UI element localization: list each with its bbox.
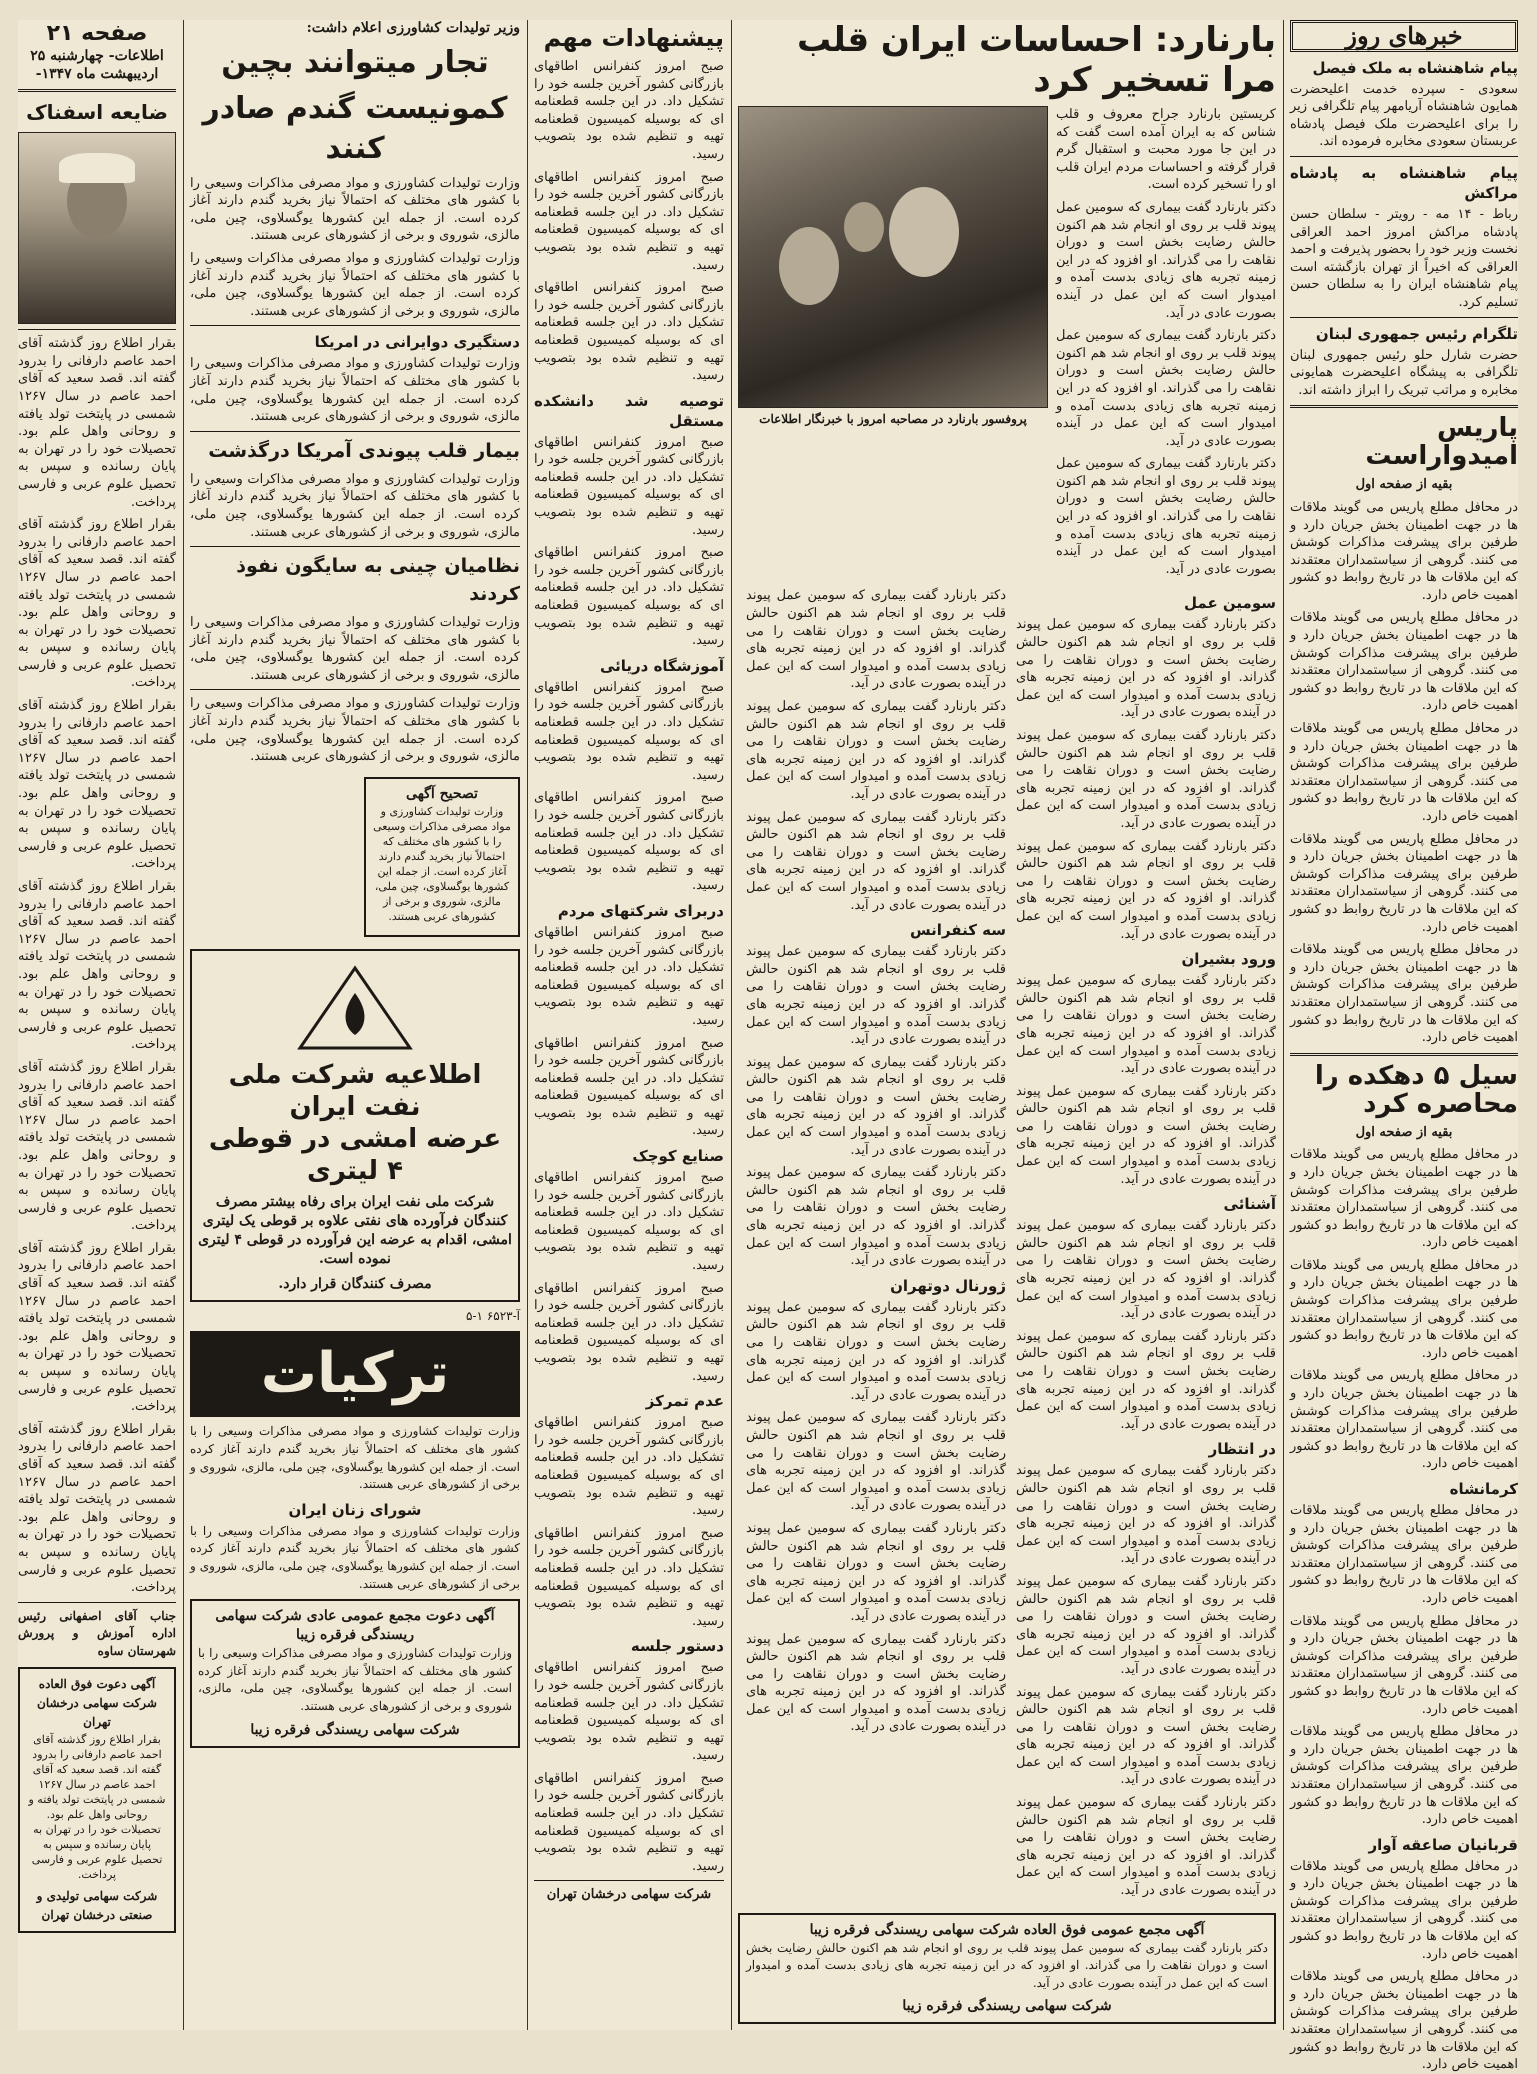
banner-text: ترکیات (260, 1341, 450, 1407)
agri-body: وزارت تولیدات کشاورزی و مواد مصرفی مذاکرات وسیعی را با کشور های مختلف که احتمالاً نیاز بخرید گندم دارند آغاز کرده است. از جمله این کشورها یوگسلاوی، چین ملی، مالزی، شوروی و برخی از کشورهای عربی هستند. (190, 175, 520, 244)
kermanshah-body: در محافل مطلع پاریس می گویند ملاقات ها در جهت اطمینان بخش جریان دارد و طرفین برای پیشرفت مذاکرات کوشش می کنند. گروهی از سیاستمداران معتقدند که این ملاقات ها در تاریخ روابط دو کشور اهمیت خاص دارد. (1290, 1503, 1518, 1606)
suggestions-subhead: دستور جلسه (630, 1637, 724, 1656)
barnard-body-15: دکتر بارنارد گفت بیماری که سومین عمل پیوند قلب بر روی او انجام شد هم اکنون حالش رضایت بخش است و دوران نقاهت را می گذراند. او افزود که در این زمینه تجربه های زیادی بدست آمده و امیدوار است که این عمل در آینده بصورت عادی در آید. (746, 588, 1006, 692)
news-headline-paris: پاریس امیدواراست (1365, 413, 1518, 472)
oil-company-logo (290, 963, 420, 1053)
zibar-ad-footer: شرکت سهامی ریسندگی فرقره زیبا (902, 1998, 1112, 2015)
paper-name: اطلاعات- چهارشنبه ۲۵ (30, 48, 164, 64)
column-news-of-day (1290, 20, 1518, 2073)
news-item-title: پیام شاهنشاه به پادشاه مراکش (1290, 163, 1518, 202)
barnard-body-20: دکتر بارنارد گفت بیماری که سومین عمل پیوند قلب بر روی او انجام شد هم اکنون حالش رضایت بخش است و دوران نقاهت را می گذراند. او افزود که در این زمینه تجربه های زیادی بدست آمده و امیدوار است که این عمل در آینده بصورت عادی در آید. (746, 1165, 1006, 1269)
suggestions-body-7: صبح امروز کنفرانس اطاقهای بازرگانی کشور آخرین جلسه خود را تشکیل داد. در این جلسه قطعنامه ای که بوسیله کمیسیون قطعنامه تهیه و تنظیم شده بود بتصویب رسید. (534, 790, 724, 894)
kermanshah-body-3: در محافل مطلع پاریس می گویند ملاقات ها در جهت اطمینان بخش جریان دارد و طرفین برای پیشرفت مذاکرات کوشش می کنند. گروهی از سیاستمداران معتقدند که این ملاقات ها در تاریخ روابط دو کشور اهمیت خاص دارد. (1290, 1724, 1518, 1828)
arrest-headline: دستگیری دوایرانی در امریکا (314, 333, 520, 352)
barnard-body-17: دکتر بارنارد گفت بیماری که سومین عمل پیوند قلب بر روی او انجام شد هم اکنون حالش رضایت بخش است و دوران نقاهت را می گذراند. او افزود که در این زمینه تجربه های زیادی بدست آمده و امیدوار است که این عمل در آینده بصورت عادی در آید. (746, 809, 1006, 913)
news-headline-flood: سیل ۵ دهکده را محاصره کرد (1314, 1060, 1518, 1119)
suggestions-body-9: صبح امروز کنفرانس اطاقهای بازرگانی کشور آخرین جلسه خود را تشکیل داد. در این جلسه قطعنامه ای که بوسیله کمیسیون قطعنامه تهیه و تنظیم شده بود بتصویب رسید. (534, 1035, 724, 1139)
obituary-photo (18, 132, 176, 324)
obituary-body: بقرار اطلاع روز گذشته آقای احمد عاصم دارفانی را بدرود گفته اند. قصد سعید که آقای احمد عاصم در سال ۱۲۶۷ شمسی در پایتخت تولد یافته و روحانی واهل علم بود. تحصیلات خود را در تهران به پایان رسانده و سپس به تحصیل علوم عربی و فارسی پرداخت. (18, 336, 176, 510)
notice-body: وزارت تولیدات کشاورزی و مواد مصرفی مذاکرات وسیعی را با کشور های مختلف که احتمالاً نیاز بخرید گندم دارند آغاز کرده است. از جمله این کشورها یوگسلاوی، چین ملی، مالزی، شوروی و برخی از کشورهای عربی هستند. (190, 1523, 520, 1591)
barnard-lead: کریستین بارنارد جراح معروف و قلب شناس که به ایران آمده است گفت که در این جا مورد محبت و استقبال گرم قرار گرفته و احساسات مردم ایران قلب او را تسخیر کرده است. (1056, 107, 1276, 193)
paris-body-3: در محافل مطلع پاریس می گویند ملاقات ها در جهت اطمینان بخش جریان دارد و طرفین برای پیشرفت مذاکرات کوشش می کنند. گروهی از سیاستمداران معتقدند که این ملاقات ها در تاریخ روابط دو کشور اهمیت خاص دارد. (1290, 721, 1518, 824)
suggestions-subhead: توصیه شد دانشکده مستقل (534, 391, 724, 430)
banner-body: وزارت تولیدات کشاورزی و مواد مصرفی مذاکرات وسیعی را با کشور های مختلف که احتمالاً نیاز بخرید گندم دارند آغاز کرده است. از جمله این کشورها یوگسلاوی، چین ملی، مالزی، شوروی و برخی از کشورهای عربی هستند. (190, 1424, 520, 1492)
news-item-body: حضرت شارل حلو رئیس جمهوری لبنان تلگرافی به پیشگاه اعلیحضرت همایونی مخابره و مراتب تبریک را ابراز داشته اند. (1290, 347, 1518, 398)
darakhshan-ad-footer: شرکت سهامی تولیدی و صنعتی درخشان تهران (36, 1888, 158, 1922)
suggestions-body-15: صبح امروز کنفرانس اطاقهای بازرگانی کشور آخرین جلسه خود را تشکیل داد. در این جلسه قطعنامه ای که بوسیله کمیسیون قطعنامه تهیه و تنظیم شده بود بتصویب رسید. (534, 1770, 724, 1874)
suggestions-body-4: صبح امروز کنفرانس اطاقهای بازرگانی کشور آخرین جلسه خود را تشکیل داد. در این جلسه قطعنامه ای که بوسیله کمیسیون قطعنامه تهیه و تنظیم شده بود بتصویب رسید. (534, 434, 724, 538)
news-box-title: خبرهای روز (1290, 20, 1518, 52)
agri-headline-1: تجار میتوانند بچین (221, 44, 489, 80)
flood-body: در محافل مطلع پاریس می گویند ملاقات ها در جهت اطمینان بخش جریان دارد و طرفین برای پیشرفت مذاکرات کوشش می کنند. گروهی از سیاستمداران معتقدند که این ملاقات ها در تاریخ روابط دو کشور اهمیت خاص دارد. (1290, 1147, 1518, 1251)
barnard-body-9: دکتر بارنارد گفت بیماری که سومین عمل پیوند قلب بر روی او انجام شد هم اکنون حالش رضایت بخش است و دوران نقاهت را می گذراند. او افزود که در این زمینه تجربه های زیادی بدست آمده و امیدوار است که این عمل در آینده بصورت عادی در آید. (1016, 1218, 1276, 1322)
saigon-body: وزارت تولیدات کشاورزی و مواد مصرفی مذاکرات وسیعی را با کشور های مختلف که احتمالاً نیاز بخرید گندم دارند آغاز کرده است. از جمله این کشورها یوگسلاوی، چین ملی، مالزی، شوروی و برخی از کشورهای عربی هستند. (190, 615, 520, 683)
bottom-ad (190, 1599, 520, 1747)
suggestions-subhead: دربرای شرکتهای مردم (557, 901, 724, 920)
paris-body: در محافل مطلع پاریس می گویند ملاقات ها در جهت اطمینان بخش جریان دارد و طرفین برای پیشرفت مذاکرات کوشش می کنند. گروهی از سیاستمداران معتقدند که این ملاقات ها در تاریخ روابط دو کشور اهمیت خاص دارد. (1290, 499, 1518, 603)
barnard-body-24: دکتر بارنارد گفت بیماری که سومین عمل پیوند قلب بر روی او انجام شد هم اکنون حالش رضایت بخش است و دوران نقاهت را می گذراند. او افزود که در این زمینه تجربه های زیادی بدست آمده و امیدوار است که این عمل در آینده بصورت عادی در آید. (746, 1631, 1006, 1735)
page-number: صفحه ۲۱ (46, 21, 148, 46)
oil-ad-number: آ-۶۵۲۳ ۱-۵ (466, 1308, 520, 1323)
agri-headline-2: کمونیست گندم صادر کنند (202, 90, 508, 166)
suggestions-body: صبح امروز کنفرانس اطاقهای بازرگانی کشور آخرین جلسه خود را تشکیل داد. در این جلسه قطعنامه ای که بوسیله کمیسیون قطعنامه تهیه و تنظیم شده بود بتصویب رسید. (534, 59, 724, 162)
barnard-subhead: ورود بشیران (1181, 950, 1276, 969)
oil-ad-headline: عرضه امشی در قوطی ۴ لیتری (208, 1123, 502, 1186)
paris-body-2: در محافل مطلع پاریس می گویند ملاقات ها در جهت اطمینان بخش جریان دارد و طرفین برای پیشرفت مذاکرات کوشش می کنند. گروهی از سیاستمداران معتقدند که این ملاقات ها در تاریخ روابط دو کشور اهمیت خاص دارد. (1290, 610, 1518, 714)
barnard-headline: بارنارد: احساسات ایران قلب مرا تسخیر کرد (796, 20, 1276, 100)
suggestions-subhead: صنایع کوچک (632, 1147, 724, 1166)
oil-ad-footer: مصرف کنندگان قرار دارد. (278, 1275, 432, 1292)
continued-label: بقیه از صفحه اول (1355, 477, 1453, 493)
bottom-ad-title: آگهی دعوت مجمع عمومی عادی شرکت سهامی ریسندگی فرقره زیبا (215, 1608, 495, 1644)
banner-ad (190, 1331, 520, 1417)
darakhshan-ad-title: آگهی دعوت فوق العاده شرکت سهامی درخشان تهران (37, 1676, 157, 1729)
bottom-ad-footer: شرکت سهامی ریسندگی فرقره زیبا (250, 1721, 460, 1738)
column-obituary (18, 20, 176, 2030)
bottom-ad-body: وزارت تولیدات کشاورزی و مواد مصرفی مذاکرات وسیعی را با کشور های مختلف که احتمالاً نیاز بخرید گندم دارند آغاز کرده است. از جمله این کشورها یوگسلاوی، چین ملی، مالزی، شوروی و برخی از کشورهای عربی هستند. (198, 1646, 512, 1713)
agri-kicker: وزیر تولیدات کشاورزی اعلام داشت: (306, 20, 520, 36)
zibar-ad-body: دکتر بارنارد گفت بیماری که سومین عمل پیوند قلب بر روی او انجام شد هم اکنون حالش رضایت بخش است و دوران نقاهت را می گذراند. او افزود که در این زمینه تجربه های زیادی بدست آمده و امیدوار است که این عمل در آینده بصورت عادی در آید. (746, 1940, 1268, 1990)
zibar-ad (738, 1913, 1276, 2025)
suggestions-body-3: صبح امروز کنفرانس اطاقهای بازرگانی کشور آخرین جلسه خود را تشکیل داد. در این جلسه قطعنامه ای که بوسیله کمیسیون قطعنامه تهیه و تنظیم شده بود بتصویب رسید. (534, 280, 724, 384)
barnard-body-18: دکتر بارنارد گفت بیماری که سومین عمل پیوند قلب بر روی او انجام شد هم اکنون حالش رضایت بخش است و دوران نقاهت را می گذراند. او افزود که در این زمینه تجربه های زیادی بدست آمده و امیدوار است که این عمل در آینده بصورت عادی در آید. (746, 944, 1006, 1048)
flood-body-3: در محافل مطلع پاریس می گویند ملاقات ها در جهت اطمینان بخش جریان دارد و طرفین برای پیشرفت مذاکرات کوشش می کنند. گروهی از سیاستمداران معتقدند که این ملاقات ها در تاریخ روابط دو کشور اهمیت خاص دارد. (1290, 1368, 1518, 1472)
correction-box (364, 777, 520, 937)
news-item-title: پیام شاهنشاه به ملک فیصل (1312, 58, 1518, 77)
barnard-body-23: دکتر بارنارد گفت بیماری که سومین عمل پیوند قلب بر روی او انجام شد هم اکنون حالش رضایت بخش است و دوران نقاهت را می گذراند. او افزود که در این زمینه تجربه های زیادی بدست آمده و امیدوار است که این عمل در آینده بصورت عادی در آید. (746, 1520, 1006, 1624)
barnard-photo (738, 106, 1048, 408)
news-item-body: سعودی - سپرده خدمت اعلیحضرت همایون شاهنشاه آریامهر پیام تلگرافی زیر را برای اعلیحضرت ملک فیصل پادشاه عربستان سعودی مخابره فرموده اند. (1290, 81, 1518, 150)
oil-company-ad (190, 949, 520, 1302)
agri-body-2: وزارت تولیدات کشاورزی و مواد مصرفی مذاکرات وسیعی را با کشور های مختلف که احتمالاً نیاز بخرید گندم دارند آغاز کرده است. از جمله این کشورها یوگسلاوی، چین ملی، مالزی، شوروی و برخی از کشورهای عربی هستند. (190, 250, 520, 319)
suggestions-subhead: آموزشگاه دریائی (599, 656, 724, 675)
agri-body-3: وزارت تولیدات کشاورزی و مواد مصرفی مذاکرات وسیعی را با کشور های مختلف که احتمالاً نیاز بخرید گندم دارند آغاز کرده است. از جمله این کشورها یوگسلاوی، چین ملی، مالزی، شوروی و برخی از کشورهای عربی هستند. (190, 696, 520, 765)
arrest-body: وزارت تولیدات کشاورزی و مواد مصرفی مذاکرات وسیعی را با کشور های مختلف که احتمالاً نیاز بخرید گندم دارند آغاز کرده است. از جمله این کشورها یوگسلاوی، چین ملی، مالزی، شوروی و برخی از کشورهای عربی هستند. (190, 356, 520, 425)
barnard-body-8: دکتر بارنارد گفت بیماری که سومین عمل پیوند قلب بر روی او انجام شد هم اکنون حالش رضایت بخش است و دوران نقاهت را می گذراند. او افزود که در این زمینه تجربه های زیادی بدست آمده و امیدوار است که این عمل در آینده بصورت عادی در آید. (1016, 1083, 1276, 1187)
obituary-body-6: بقرار اطلاع روز گذشته آقای احمد عاصم دارفانی را بدرود گفته اند. قصد سعید که آقای احمد عاصم در سال ۱۲۶۷ شمسی در پایتخت تولد یافته و روحانی واهل علم بود. تحصیلات خود را در تهران به پایان رسانده و سپس به تحصیل علوم عربی و فارسی پرداخت. (18, 1240, 176, 1415)
obituary-body-7: بقرار اطلاع روز گذشته آقای احمد عاصم دارفانی را بدرود گفته اند. قصد سعید که آقای احمد عاصم در سال ۱۲۶۷ شمسی در پایتخت تولد یافته و روحانی واهل علم بود. تحصیلات خود را در تهران به پایان رسانده و سپس به تحصیل علوم عربی و فارسی پرداخت. (18, 1421, 176, 1596)
oil-ad-body: شرکت ملی نفت ایران برای رفاه بیشتر مصرف کنندگان فرآورده های نفتی علاوه بر قوطی یک لیتری امشی، اقدام به عرضه این فرآورده در قوطی ۴ لیتری نموده است. (198, 1193, 512, 1267)
barnard-subhead: در انتظار (1208, 1440, 1276, 1459)
newspaper-page (18, 20, 1518, 2073)
barnard-body-14: دکتر بارنارد گفت بیماری که سومین عمل پیوند قلب بر روی او انجام شد هم اکنون حالش رضایت بخش است و دوران نقاهت را می گذراند. او افزود که در این زمینه تجربه های زیادی بدست آمده و امیدوار است که این عمل در آینده بصورت عادی در آید. (1016, 1795, 1276, 1899)
obituary-title: ضایعه اسفناک (26, 100, 168, 125)
column-agriculture (190, 20, 520, 2030)
notice-title: شورای زنان ایران (288, 1500, 422, 1519)
flood-body-2: در محافل مطلع پاریس می گویند ملاقات ها در جهت اطمینان بخش جریان دارد و طرفین برای پیشرفت مذاکرات کوشش می کنند. گروهی از سیاستمداران معتقدند که این ملاقات ها در تاریخ روابط دو کشور اهمیت خاص دارد. (1290, 1257, 1518, 1361)
kermanshah-body-2: در محافل مطلع پاریس می گویند ملاقات ها در جهت اطمینان بخش جریان دارد و طرفین برای پیشرفت مذاکرات کوشش می کنند. گروهی از سیاستمداران معتقدند که این ملاقات ها در تاریخ روابط دو کشور اهمیت خاص دارد. (1290, 1613, 1518, 1717)
lightning-body-2: در محافل مطلع پاریس می گویند ملاقات ها در جهت اطمینان بخش جریان دارد و طرفین برای پیشرفت مذاکرات کوشش می کنند. گروهی از سیاستمداران معتقدند که این ملاقات ها در تاریخ روابط دو کشور اهمیت خاص دارد. (1290, 1969, 1518, 2073)
barnard-body-21: دکتر بارنارد گفت بیماری که سومین عمل پیوند قلب بر روی او انجام شد هم اکنون حالش رضایت بخش است و دوران نقاهت را می گذراند. او افزود که در این زمینه تجربه های زیادی بدست آمده و امیدوار است که این عمل در آینده بصورت عادی در آید. (746, 1299, 1006, 1403)
barnard-body-3: دکتر بارنارد گفت بیماری که سومین عمل پیوند قلب بر روی او انجام شد هم اکنون حالش رضایت بخش است و دوران نقاهت را می گذراند. او افزود که در این زمینه تجربه های زیادی بدست آمده و امیدوار است که این عمل در آینده بصورت عادی در آید. (1056, 456, 1276, 577)
suggestions-body-11: صبح امروز کنفرانس اطاقهای بازرگانی کشور آخرین جلسه خود را تشکیل داد. در این جلسه قطعنامه ای که بوسیله کمیسیون قطعنامه تهیه و تنظیم شده بود بتصویب رسید. (534, 1280, 724, 1384)
darakhshan-footer: شرکت سهامی درخشان تهران (546, 1887, 712, 1903)
oil-ad-company: اطلاعیه شرکت ملی نفت ایران (228, 1059, 482, 1122)
suggestions-body-6: صبح امروز کنفرانس اطاقهای بازرگانی کشور آخرین جلسه خود را تشکیل داد. در این جلسه قطعنامه ای که بوسیله کمیسیون قطعنامه تهیه و تنظیم شده بود بتصویب رسید. (534, 679, 724, 783)
suggestions-body-5: صبح امروز کنفرانس اطاقهای بازرگانی کشور آخرین جلسه خود را تشکیل داد. در این جلسه قطعنامه ای که بوسیله کمیسیون قطعنامه تهیه و تنظیم شده بود بتصویب رسید. (534, 545, 724, 649)
barnard-body-7: دکتر بارنارد گفت بیماری که سومین عمل پیوند قلب بر روی او انجام شد هم اکنون حالش رضایت بخش است و دوران نقاهت را می گذراند. او افزود که در این زمینه تجربه های زیادی بدست آمده و امیدوار است که این عمل در آینده بصورت عادی در آید. (1016, 973, 1276, 1077)
obituary-body-3: بقرار اطلاع روز گذشته آقای احمد عاصم دارفانی را بدرود گفته اند. قصد سعید که آقای احمد عاصم در سال ۱۲۶۷ شمسی در پایتخت تولد یافته و روحانی واهل علم بود. تحصیلات خود را در تهران به پایان رسانده و سپس به تحصیل علوم عربی و فارسی پرداخت. (18, 698, 176, 872)
news-item-title: کرمانشاه (1449, 1480, 1518, 1498)
paris-body-4: در محافل مطلع پاریس می گویند ملاقات ها در جهت اطمینان بخش جریان دارد و طرفین برای پیشرفت مذاکرات کوشش می کنند. گروهی از سیاستمداران معتقدند که این ملاقات ها در تاریخ روابط دو کشور اهمیت خاص دارد. (1290, 831, 1518, 935)
news-item-title: قربانیان صاعقه آوار (1368, 1835, 1518, 1854)
suggestions-body-12: صبح امروز کنفرانس اطاقهای بازرگانی کشور آخرین جلسه خود را تشکیل داد. در این جلسه قطعنامه ای که بوسیله کمیسیون قطعنامه تهیه و تنظیم شده بود بتصویب رسید. (534, 1415, 724, 1519)
darakhshan-ad (18, 1667, 176, 1933)
suggestions-body-13: صبح امروز کنفرانس اطاقهای بازرگانی کشور آخرین جلسه خود را تشکیل داد. در این جلسه قطعنامه ای که بوسیله کمیسیون قطعنامه تهیه و تنظیم شده بود بتصویب رسید. (534, 1525, 724, 1629)
suggestions-subhead: عدم تمرکز (645, 1392, 724, 1411)
heart-patient-headline: بیمار قلب پیوندی آمریکا درگذشت (208, 439, 520, 462)
obituary-body-4: بقرار اطلاع روز گذشته آقای احمد عاصم دارفانی را بدرود گفته اند. قصد سعید که آقای احمد عاصم در سال ۱۲۶۷ شمسی در پایتخت تولد یافته و روحانی واهل علم بود. تحصیلات خود را در تهران به پایان رسانده و سپس به تحصیل علوم عربی و فارسی پرداخت. (18, 879, 176, 1053)
lightning-body: در محافل مطلع پاریس می گویند ملاقات ها در جهت اطمینان بخش جریان دارد و طرفین برای پیشرفت مذاکرات کوشش می کنند. گروهی از سیاستمداران معتقدند که این ملاقات ها در تاریخ روابط دو کشور اهمیت خاص دارد. (1290, 1858, 1518, 1962)
barnard-body-13: دکتر بارنارد گفت بیماری که سومین عمل پیوند قلب بر روی او انجام شد هم اکنون حالش رضایت بخش است و دوران نقاهت را می گذراند. او افزود که در این زمینه تجربه های زیادی بدست آمده و امیدوار است که این عمل در آینده بصورت عادی در آید. (1016, 1684, 1276, 1788)
obituary-body-2: بقرار اطلاع روز گذشته آقای احمد عاصم دارفانی را بدرود گفته اند. قصد سعید که آقای احمد عاصم در سال ۱۲۶۷ شمسی در پایتخت تولد یافته و روحانی واهل علم بود. تحصیلات خود را در تهران به پایان رسانده و سپس به تحصیل علوم عربی و فارسی پرداخت. (18, 517, 176, 691)
news-item-title: تلگرام رئیس جمهوری لبنان (1315, 324, 1518, 343)
barnard-subhead: ژورنال دوتهران (890, 1276, 1006, 1295)
zibar-ad-title: آگهی مجمع عمومی فوق العاده شرکت سهامی ریسندگی فرقره زیبا (809, 1921, 1205, 1938)
column-suggestions (534, 20, 724, 2030)
barnard-body-2: دکتر بارنارد گفت بیماری که سومین عمل پیوند قلب بر روی او انجام شد هم اکنون حالش رضایت بخش است و دوران نقاهت را می گذراند. او افزود که در این زمینه تجربه های زیادی بدست آمده و امیدوار است که این عمل در آینده بصورت عادی در آید. (1056, 328, 1276, 449)
suggestions-body-14: صبح امروز کنفرانس اطاقهای بازرگانی کشور آخرین جلسه خود را تشکیل داد. در این جلسه قطعنامه ای که بوسیله کمیسیون قطعنامه تهیه و تنظیم شده بود بتصویب رسید. (534, 1660, 724, 1764)
barnard-body-4: دکتر بارنارد گفت بیماری که سومین عمل پیوند قلب بر روی او انجام شد هم اکنون حالش رضایت بخش است و دوران نقاهت را می گذراند. او افزود که در این زمینه تجربه های زیادی بدست آمده و امیدوار است که این عمل در آینده بصورت عادی در آید. (1016, 617, 1276, 721)
suggestions-body-8: صبح امروز کنفرانس اطاقهای بازرگانی کشور آخرین جلسه خود را تشکیل داد. در این جلسه قطعنامه ای که بوسیله کمیسیون قطعنامه تهیه و تنظیم شده بود بتصویب رسید. (534, 924, 724, 1028)
suggestions-headline: پیشنهادات مهم (543, 24, 724, 52)
suggestions-body-10: صبح امروز کنفرانس اطاقهای بازرگانی کشور آخرین جلسه خود را تشکیل داد. در این جلسه قطعنامه ای که بوسیله کمیسیون قطعنامه تهیه و تنظیم شده بود بتصویب رسید. (534, 1170, 724, 1274)
column-barnard (738, 20, 1276, 2030)
barnard-body-16: دکتر بارنارد گفت بیماری که سومین عمل پیوند قلب بر روی او انجام شد هم اکنون حالش رضایت بخش است و دوران نقاهت را می گذراند. او افزود که در این زمینه تجربه های زیادی بدست آمده و امیدوار است که این عمل در آینده بصورت عادی در آید. (746, 699, 1006, 802)
darakhshan-ad-body: بقرار اطلاع روز گذشته آقای احمد عاصم دارفانی را بدرود گفته اند. قصد سعید که آقای احمد عاصم در سال ۱۲۶۷ شمسی در پایتخت تولد یافته و روحانی واهل علم بود. تحصیلات خود را در تهران به پایان رسانده و سپس به تحصیل علوم عربی و فارسی پرداخت. (28, 1732, 166, 1881)
correction-body: وزارت تولیدات کشاورزی و مواد مصرفی مذاکرات وسیعی را با کشور های مختلف که احتمالاً نیاز بخرید گندم دارند آغاز کرده است. از جمله این کشورها یوگسلاوی، چین ملی، مالزی، شوروی و برخی از کشورهای عربی هستند. (373, 804, 511, 923)
suggestions-body-2: صبح امروز کنفرانس اطاقهای بازرگانی کشور آخرین جلسه خود را تشکیل داد. در این جلسه قطعنامه ای که بوسیله کمیسیون قطعنامه تهیه و تنظیم شده بود بتصویب رسید. (534, 169, 724, 273)
saigon-headline: نظامیان چینی به سایگون نفوذ کردند (236, 555, 520, 606)
paper-date: اردیبهشت ماه ۱۳۴۷- (35, 65, 159, 82)
barnard-body: دکتر بارنارد گفت بیماری که سومین عمل پیوند قلب بر روی او انجام شد هم اکنون حالش رضایت بخش است و دوران نقاهت را می گذراند. او افزود که در این زمینه تجربه های زیادی بدست آمده و امیدوار است که این عمل در آینده بصورت عادی در آید. (1056, 199, 1276, 321)
barnard-subhead: سه کنفرانس (909, 921, 1006, 940)
heart-patient-body: وزارت تولیدات کشاورزی و مواد مصرفی مذاکرات وسیعی را با کشور های مختلف که احتمالاً نیاز بخرید گندم دارند آغاز کرده است. از جمله این کشورها یوگسلاوی، چین ملی، مالزی، شوروی و برخی از کشورهای عربی هستند. (190, 471, 520, 540)
continued-label: بقیه از صفحه اول (1355, 1124, 1453, 1140)
correction-title: تصحیح آگهی (406, 785, 478, 802)
barnard-body-11: دکتر بارنارد گفت بیماری که سومین عمل پیوند قلب بر روی او انجام شد هم اکنون حالش رضایت بخش است و دوران نقاهت را می گذراند. او افزود که در این زمینه تجربه های زیادی بدست آمده و امیدوار است که این عمل در آینده بصورت عادی در آید. (1016, 1463, 1276, 1567)
news-item-body: رباط - ۱۴ مه - رویتر - سلطان حسن پادشاه مراکش امروز احمد العراقی نخست وزیر خود را بحضور پذیرفت و احمد العراقی که اخیراً از تهران بازگشته است پیام شاهنشاه ایران را به سلطان حسن تسلیم کرد. (1290, 206, 1518, 310)
photo-caption: پروفسور بارنارد در مصاحبه امروز با خبرنگار اطلاعات (759, 412, 1027, 426)
barnard-body-6: دکتر بارنارد گفت بیماری که سومین عمل پیوند قلب بر روی او انجام شد هم اکنون حالش رضایت بخش است و دوران نقاهت را می گذراند. او افزود که در این زمینه تجربه های زیادی بدست آمده و امیدوار است که این عمل در آینده بصورت عادی در آید. (1016, 838, 1276, 942)
barnard-body-22: دکتر بارنارد گفت بیماری که سومین عمل پیوند قلب بر روی او انجام شد هم اکنون حالش رضایت بخش است و دوران نقاهت را می گذراند. او افزود که در این زمینه تجربه های زیادی بدست آمده و امیدوار است که این عمل در آینده بصورت عادی در آید. (746, 1410, 1006, 1514)
barnard-body-5: دکتر بارنارد گفت بیماری که سومین عمل پیوند قلب بر روی او انجام شد هم اکنون حالش رضایت بخش است و دوران نقاهت را می گذراند. او افزود که در این زمینه تجربه های زیادی بدست آمده و امیدوار است که این عمل در آینده بصورت عادی در آید. (1016, 728, 1276, 831)
bottom-notice: جناب آقای اصفهانی رئیس اداره آموزش و پرورش شهرستان ساوه (18, 1608, 176, 1658)
obituary-body-5: بقرار اطلاع روز گذشته آقای احمد عاصم دارفانی را بدرود گفته اند. قصد سعید که آقای احمد عاصم در سال ۱۲۶۷ شمسی در پایتخت تولد یافته و روحانی واهل علم بود. تحصیلات خود را در تهران به پایان رسانده و سپس به تحصیل علوم عربی و فارسی پرداخت. (18, 1059, 176, 1234)
barnard-subhead: آشنائی (1223, 1195, 1276, 1214)
paris-body-5: در محافل مطلع پاریس می گویند ملاقات ها در جهت اطمینان بخش جریان دارد و طرفین برای پیشرفت مذاکرات کوشش می کنند. گروهی از سیاستمداران معتقدند که این ملاقات ها در تاریخ روابط دو کشور اهمیت خاص دارد. (1290, 942, 1518, 1046)
barnard-body-19: دکتر بارنارد گفت بیماری که سومین عمل پیوند قلب بر روی او انجام شد هم اکنون حالش رضایت بخش است و دوران نقاهت را می گذراند. او افزود که در این زمینه تجربه های زیادی بدست آمده و امیدوار است که این عمل در آینده بصورت عادی در آید. (746, 1054, 1006, 1158)
barnard-body-10: دکتر بارنارد گفت بیماری که سومین عمل پیوند قلب بر روی او انجام شد هم اکنون حالش رضایت بخش است و دوران نقاهت را می گذراند. او افزود که در این زمینه تجربه های زیادی بدست آمده و امیدوار است که این عمل در آینده بصورت عادی در آید. (1016, 1328, 1276, 1432)
barnard-subhead: سومین عمل (1184, 594, 1276, 613)
barnard-body-12: دکتر بارنارد گفت بیماری که سومین عمل پیوند قلب بر روی او انجام شد هم اکنون حالش رضایت بخش است و دوران نقاهت را می گذراند. او افزود که در این زمینه تجربه های زیادی بدست آمده و امیدوار است که این عمل در آینده بصورت عادی در آید. (1016, 1573, 1276, 1677)
